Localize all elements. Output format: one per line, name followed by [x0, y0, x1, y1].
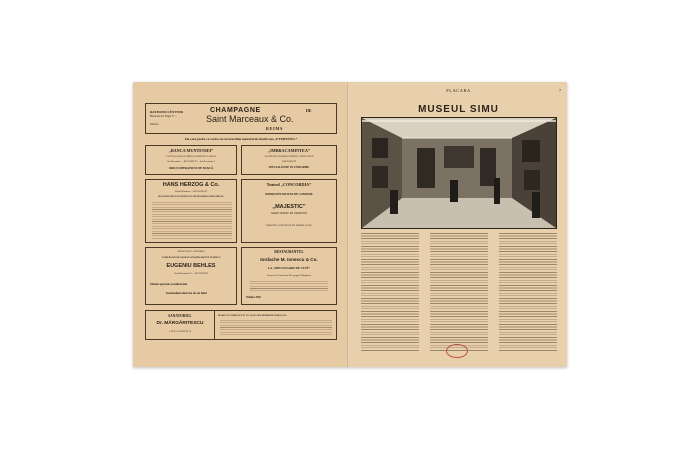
page-number: 7	[559, 88, 561, 93]
article-title: MUSEUL SIMU	[418, 104, 499, 115]
behles-agricultural: Masini agricole și industriale	[150, 282, 188, 286]
library-stamp	[446, 344, 468, 358]
majestic-name: „MAJESTIC”	[272, 204, 306, 210]
museum-interior-photo	[361, 117, 557, 229]
banca-capital: CAPITAL SOCIAL PRIN LEI DEPLIN VĂRSAT	[165, 155, 217, 158]
hans-fine-print	[152, 202, 232, 240]
eternit-tagline: Fie-care probe va vezica că cel mai efine material de învelit este „ETERNITUL”	[184, 137, 298, 141]
sanatoriu-fine-print	[220, 320, 332, 337]
magazine-header: FLACARA	[446, 88, 471, 93]
restaurant-name: RESTAURANTUL	[274, 250, 304, 254]
majestic-sub: MARE TEATRU DE VARIETATI	[271, 212, 307, 215]
right-page-article	[350, 82, 567, 367]
banca-operations: ORICE OPERATIUNI DE BANCĂ	[168, 166, 214, 170]
hans-name: HANS HERZOG & Co.	[162, 182, 220, 188]
imbracamintea-name: „IMBRACAMINTEA”	[268, 148, 310, 153]
champagne-phone: Telefon ...	[150, 123, 161, 126]
imbracamintea-sub: SOCIETATE ANONIMĂ PENTRU CONFECTIUNI	[264, 156, 314, 158]
champagne-de: DE	[306, 108, 312, 113]
champagne-agent: RAYMOND CÉNTNER	[150, 110, 184, 114]
champagne-city: REIMS	[266, 126, 284, 131]
restaurant-inn: LA „TREI FOGORE DE VITĂ”	[268, 266, 310, 270]
article-column-2	[430, 233, 488, 351]
imbracamintea-spec: SPECIALITATE IN UNIFORME	[268, 166, 310, 169]
behles-line: COMERCIUL DE MASINI SI INSTRUMENTE TEHNICE	[161, 257, 221, 259]
concordia-debut: DEBUTUL ARTISTILOR DE PRIMUL RANG	[265, 224, 313, 227]
champagne-ad	[145, 103, 337, 134]
imbracamintea-ad	[241, 145, 337, 175]
concordia-ad	[241, 179, 337, 243]
concordia-name: Teatrul „CONCORDIA”	[266, 182, 312, 187]
hans-line: MAGAZIN SPECIAL PENTRU TOATE MASINILE INDUSTRIALE	[158, 196, 224, 198]
behles-address: B-dul Elisabeta 20 — BUCURESTI	[174, 273, 208, 275]
behles-name: EUGENIU BEHLES	[166, 263, 216, 269]
concordia-rep: REPREZENTATIUNI DE COMEDIE	[265, 192, 313, 196]
sanatoriu-note: MARIT SI COMPLECTAT CU CELE MAI MODERNE MIJLOACE	[218, 315, 287, 317]
article-column-1	[361, 233, 419, 351]
left-page-advertisements	[133, 82, 349, 367]
banca-address: Str. Brezoianu — BUCURESTI — Str. Brezoianu 1	[167, 161, 215, 163]
champagne-address: Bucuresti-Str. Edgar 77 ...	[150, 115, 178, 118]
behles-electric: Instalatiuni electrice de tot felul	[166, 291, 207, 295]
article-column-3	[499, 233, 557, 351]
restaurant-fine-print	[250, 281, 328, 293]
banca-munteniei-ad	[145, 145, 237, 175]
magazine-spread	[133, 82, 567, 367]
champagne-brand: Saint Marceaux & Co.	[206, 114, 294, 124]
hans-herzog-ad	[145, 179, 237, 243]
hans-address: B-dul Elisabeta — BUCURESTI	[175, 190, 207, 193]
sanatoriu-doctor: Dr. MĂRGĂRITESCU	[156, 321, 204, 326]
restaurant-depot: Depou de Vinuri din Vile proprii Drăgășani	[267, 274, 311, 277]
sanatoriu-name: SANATORIUL	[168, 314, 192, 318]
sanatoriu-ad	[145, 310, 337, 340]
restaurant-phone: Telefon 3992	[246, 296, 262, 299]
eugeniu-behles-ad	[145, 247, 237, 305]
restaurant-owner: Iordache M. Ionescu & Co.	[260, 257, 318, 262]
museum-photo-drawing	[362, 118, 556, 228]
banca-name: „BANCA MUNTENIEI”	[168, 148, 214, 153]
sanatoriu-address: CALEA GRIVITEI 24	[169, 330, 191, 333]
sanatoriu-divider	[214, 311, 215, 339]
restaurant-ad	[241, 247, 337, 305]
behles-society: SOCIETATEA ANONIMĂ	[177, 250, 205, 253]
champagne-title: CHAMPAGNE	[210, 107, 261, 114]
imbracamintea-address: BUCURESTI	[282, 160, 296, 163]
